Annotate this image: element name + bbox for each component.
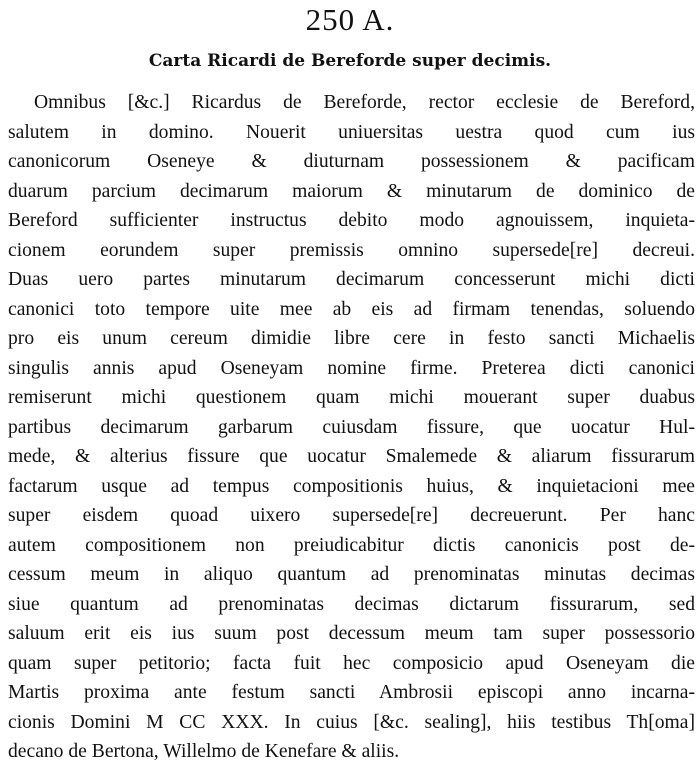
charter-number: 250 A. bbox=[305, 2, 395, 37]
text-line: partibus decimarum garbarum cuiusdam fissure, que uocatur Hul- bbox=[8, 416, 695, 438]
text-line: Martis proxima ante festum sancti Ambrosii episcopi anno incarna- bbox=[8, 682, 695, 703]
text-line: cionis Domini M CC XXX. In cuius [&c. sealing], hiis testibus Th[oma] bbox=[8, 711, 695, 733]
text-line: Bereford sufficienter instructus debito modo agnouissem, inquieta- bbox=[8, 210, 695, 231]
text-line: mede, & alterius fissure que uocatur Smalemede & aliarum fissurarum bbox=[8, 446, 695, 467]
text-line: Omnibus [&c.] Ricardus de Bereforde, rector ecclesie de Bereford, bbox=[34, 92, 695, 113]
text-line: factarum usque ad tempus compositionis huius, & inquietacioni mee bbox=[8, 475, 695, 497]
text-line: cessum meum in aliquo quantum ad prenominatas minutas decimas bbox=[8, 564, 695, 585]
text-line: canonicorum Oseneye & diuturnam possessionem & pacificam bbox=[8, 151, 695, 172]
text-line: pro eis unum cereum dimidie libre cere in festo sancti Michaelis bbox=[8, 328, 695, 349]
text-line: super eisdem quoad uixero supersede[re] decreuerunt. Per hanc bbox=[8, 505, 695, 526]
charter-body bbox=[8, 88, 695, 767]
text-line: Duas uero partes minutarum decimarum concesserunt michi dicti bbox=[8, 269, 695, 290]
text-line: singulis annis apud Oseneyam nomine firme. Preterea dicti canonici bbox=[8, 357, 695, 379]
text-line: duarum parcium decimarum maiorum & minutarum de dominico de bbox=[8, 180, 695, 202]
text-line: salutem in domino. Nouerit uniuersitas uestra quod cum ius bbox=[8, 121, 695, 143]
text-line: remiserunt michi questionem quam michi mouerant super duabus bbox=[8, 387, 695, 408]
text-line: saluum erit eis ius suum post decessum meum tam super possessorio bbox=[8, 623, 695, 644]
text-line: cionem eorundem super premissis omnino supersede[re] decreui. bbox=[8, 239, 695, 261]
text-line: decano de Bertona, Willelmo de Kenefare & aliis. bbox=[8, 741, 400, 762]
text-line: canonici toto tempore uite mee ab eis ad firmam tenendas, soluendo bbox=[8, 298, 695, 320]
text-line: autem compositionem non preiudicabitur dictis canonicis post de- bbox=[8, 534, 695, 556]
charter-title: Carta Ricardi de Bereforde super decimis. bbox=[148, 51, 552, 71]
text-line: quam super petitorio; facta fuit hec composicio apud Oseneyam die bbox=[8, 652, 695, 674]
text-line: siue quantum ad prenominatas decimas dictarum fissurarum, sed bbox=[8, 593, 695, 615]
